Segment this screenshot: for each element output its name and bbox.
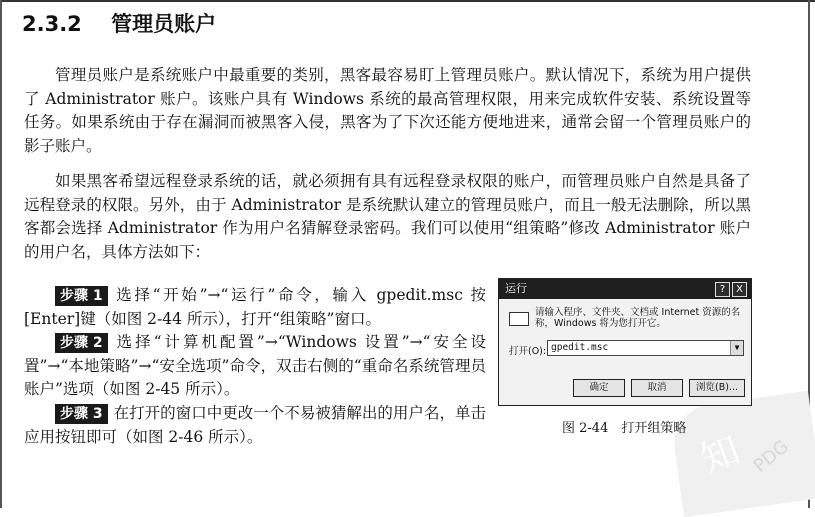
open-input-value: gpedit.msc	[551, 342, 609, 353]
step-text: 在打开的窗口中更改一个不易被猜解出的用户名，单击应用按钮即可（如图 2-46 所示）。	[24, 403, 486, 446]
step-badge: 步骤 1	[55, 286, 108, 306]
step-badge: 步骤 3	[55, 404, 108, 424]
watermark-background	[669, 391, 815, 517]
paragraph-2: 如果黑客希望远程登录系统的话，就必须拥有具有远程登录权限的账户，而管理员账户自然是具备了远程登录的权限。另外，由于 Administrator 是系统默认建立的管理员账户，而且一般无法删除，所以黑客都会选择 Administrator 作为用户名猜解登录密码。我们可以使用“组策略”修改 Administrator 账户的用户名，具体方法如下：	[24, 172, 751, 261]
step-text: 选择“开始”→“运行”命令，输入 gpedit.msc 按[Enter]键（如图 2-44 所示），打开“组策略”窗口。	[24, 286, 486, 328]
steps-list	[24, 284, 486, 449]
run-icon	[509, 312, 529, 326]
ok-button[interactable]: 确定	[573, 379, 625, 397]
page-left-edge	[0, 0, 2, 508]
open-label: 打开(O):	[509, 346, 547, 357]
chevron-down-icon[interactable]: ▼	[730, 341, 743, 355]
dialog-description: 请输入程序、文件夹、文档或 Internet 资源的名称，Windows 将为您打开它。	[535, 307, 741, 329]
run-dialog-figure	[498, 278, 752, 406]
step-item	[24, 402, 486, 449]
dialog-title-bar	[499, 279, 751, 299]
close-button[interactable]: X	[732, 282, 747, 297]
step-text: 选择“计算机配置”→“Windows 设置”→“安全设置”→“本地策略”→“安全选项”命令，双击右侧的“重命名系统管理员账户”选项（如图 2-45 所示）。	[24, 333, 486, 399]
browse-button[interactable]: 浏览(B)...	[689, 379, 745, 397]
section-heading	[22, 8, 216, 38]
step-item	[24, 284, 486, 331]
watermark-glyph: 知	[694, 427, 746, 482]
cancel-button[interactable]: 取消	[631, 379, 683, 397]
paragraph-1: 管理员账户是系统账户中最重要的类别，黑客最容易盯上管理员账户。默认情况下，系统为用户提供了 Administrator 账户。该账户具有 Windows 系统的最高管理权限，用来完成软件安装、系统设置等任务。如果系统由于存在漏洞而被黑客入侵，黑客为了下次还能方便地进来，通常会留一个管理员账户的影子账户。	[24, 66, 751, 155]
dialog-title: 运行	[505, 282, 527, 295]
section-number: 2.3.2	[22, 12, 82, 36]
help-button[interactable]: ?	[715, 282, 730, 297]
step-item	[24, 331, 486, 402]
top-rule	[0, 0, 815, 2]
open-input[interactable]	[547, 340, 744, 356]
step-badge: 步骤 2	[55, 333, 108, 353]
watermark-text: PDG	[749, 436, 793, 477]
figure-caption: 图 2-44 打开组策略	[562, 421, 687, 436]
section-title: 管理员账户	[111, 12, 217, 36]
